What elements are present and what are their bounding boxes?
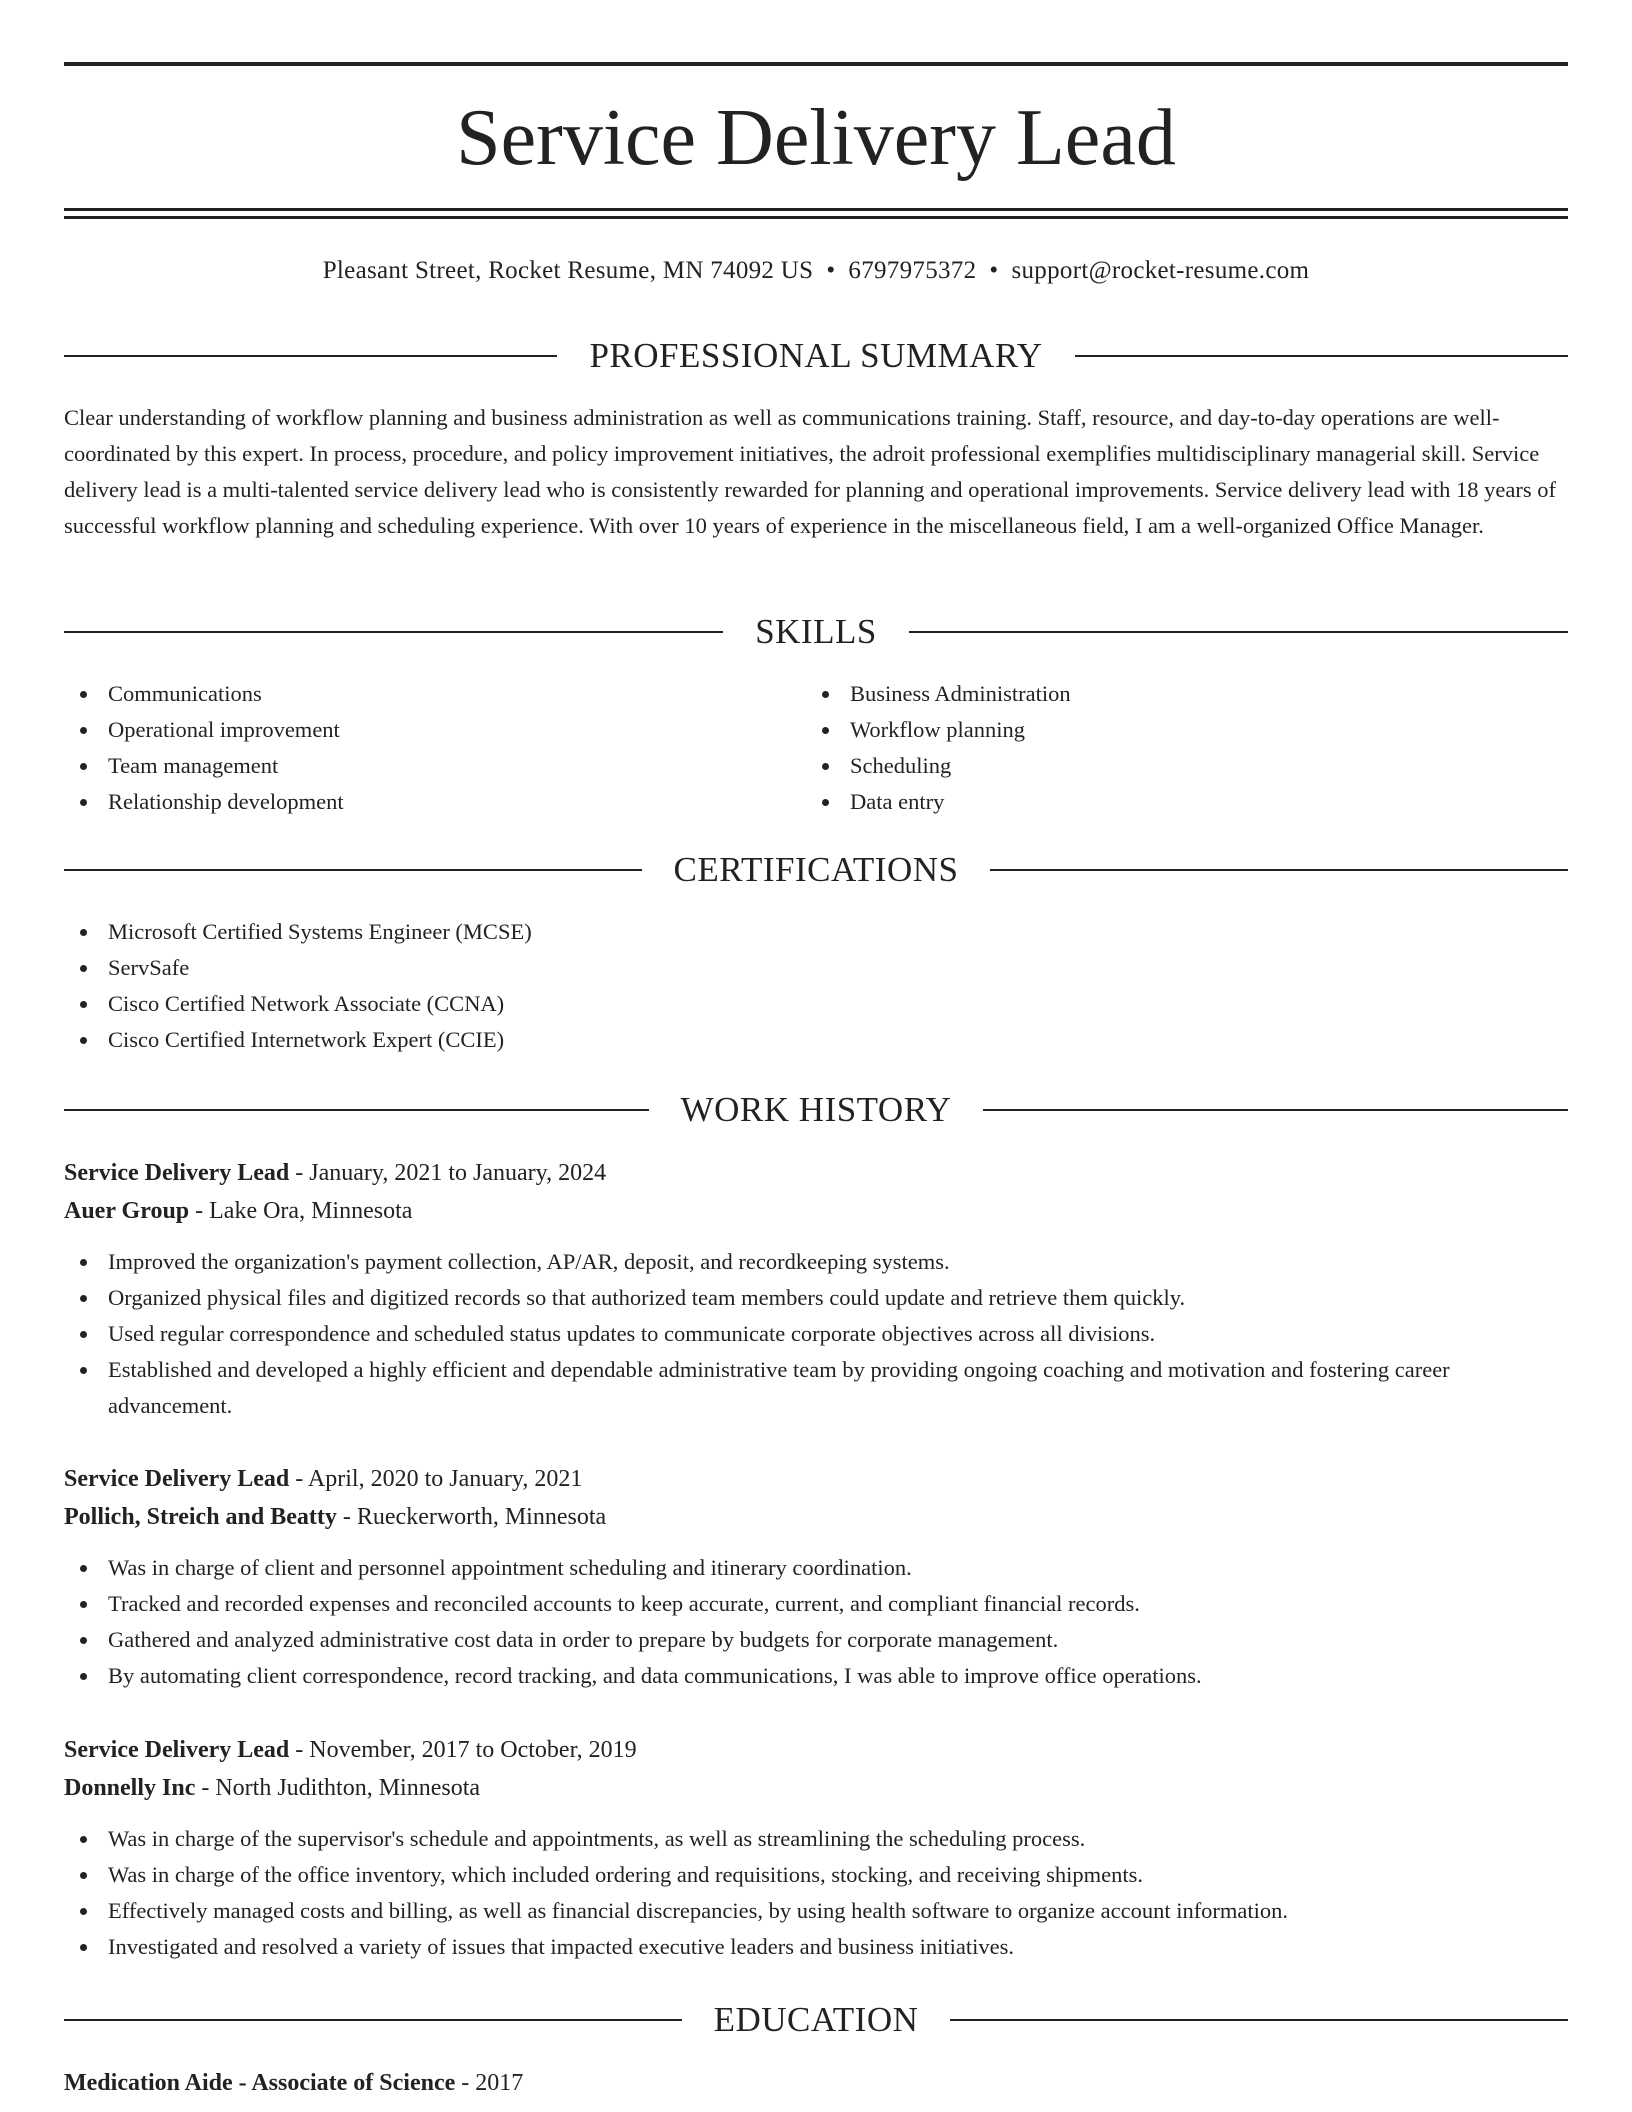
job-bullet: Improved the organization's payment collection, AP/AR, deposit, and recordkeeping systems. [64, 1244, 1568, 1280]
job-bullet: Established and developed a highly efficient and dependable administrative team by providing ongoing coaching and motivation and fostering career advancement. [64, 1352, 1568, 1424]
job-bullet: Was in charge of the supervisor's schedule and appointments, as well as streamlining the scheduling process. [64, 1821, 1568, 1857]
section-title: SKILLS [755, 612, 877, 651]
section-rule [64, 2019, 682, 2021]
job-location: - North Judithton, Minnesota [195, 1775, 481, 1801]
section-title: CERTIFICATIONS [673, 850, 959, 889]
section-rule [64, 869, 642, 871]
section-header-education [64, 1998, 1568, 2042]
job-title: Service Delivery Lead [64, 1737, 290, 1763]
certification-item: Cisco Certified Network Associate (CCNA) [64, 986, 1568, 1022]
section-rule [909, 631, 1568, 633]
job-entry [64, 1731, 1568, 1965]
skills-column-right [806, 676, 1546, 820]
skill-item: Operational improvement [64, 712, 804, 748]
job-bullet: Was in charge of the office inventory, which included ordering and requisitions, stocking, and receiving shipments. [64, 1857, 1568, 1893]
job-location: - Rueckerworth, Minnesota [336, 1504, 607, 1530]
job-bullet: Gathered and analyzed administrative cost data in order to prepare by budgets for corporate management. [64, 1622, 1568, 1658]
job-company: Pollich, Streich and Beatty [64, 1504, 337, 1530]
contact-address: Pleasant Street, Rocket Resume, MN 74092 US [322, 257, 814, 284]
contact-email[interactable]: support@rocket-resume.com [1011, 257, 1310, 284]
section-rule [1075, 355, 1568, 357]
section-rule [64, 355, 557, 357]
job-title-line [64, 1460, 1568, 1498]
job-bullets [64, 1550, 1568, 1694]
section-rule [990, 869, 1568, 871]
contact-line [64, 255, 1568, 287]
skill-item: Team management [64, 748, 804, 784]
section-rule [950, 2019, 1568, 2021]
section-header-skills [64, 610, 1568, 654]
job-bullet: Was in charge of client and personnel appointment scheduling and itinerary coordination. [64, 1550, 1568, 1586]
section-title: PROFESSIONAL SUMMARY [589, 336, 1043, 375]
certification-item: Microsoft Certified Systems Engineer (MCSE) [64, 914, 1568, 950]
skill-item: Workflow planning [806, 712, 1546, 748]
skills-column-left [64, 676, 804, 820]
section-rule [983, 1109, 1568, 1111]
certifications-list [64, 914, 1568, 1058]
job-bullets [64, 1821, 1568, 1965]
header-double-rule-upper [64, 208, 1568, 211]
job-company-line [64, 1498, 1568, 1536]
section-title: EDUCATION [713, 2000, 919, 2039]
job-bullet: Used regular correspondence and scheduled status updates to communicate corporate objectives across all divisions. [64, 1316, 1568, 1352]
job-bullet: Investigated and resolved a variety of issues that impacted executive leaders and business initiatives. [64, 1929, 1568, 1965]
job-dates: - April, 2020 to January, 2021 [289, 1466, 583, 1492]
job-bullet: Effectively managed costs and billing, as well as financial discrepancies, by using health software to organize account information. [64, 1893, 1568, 1929]
skill-item: Business Administration [806, 676, 1546, 712]
job-bullet: Organized physical files and digitized records so that authorized team members could update and retrieve them quickly. [64, 1280, 1568, 1316]
job-bullet: By automating client correspondence, record tracking, and data communications, I was able to improve office operations. [64, 1658, 1568, 1694]
certification-item: Cisco Certified Internetwork Expert (CCIE) [64, 1022, 1568, 1058]
skill-item: Scheduling [806, 748, 1546, 784]
certification-item: ServSafe [64, 950, 1568, 986]
job-company: Auer Group [64, 1198, 190, 1224]
contact-separator: • [989, 257, 999, 284]
summary-text: Clear understanding of workflow planning and business administration as well as communications training. Staff, resource, and day-to-day operations are well-coordinated by this expert. In process, procedure, and policy improvement initiatives, the adroit professional exemplifies multidisciplinary managerial skill. Service delivery lead is a multi-talented service delivery lead who is consistently rewarded for planning and operational improvements. Service delivery lead with 18 years of successful workflow planning and scheduling experience. With over 10 years of experience in the miscellaneous field, I am a well-organized Office Manager. [64, 405, 1557, 538]
skill-item: Data entry [806, 784, 1546, 820]
job-title-line [64, 1731, 1568, 1769]
section-header-work-history [64, 1088, 1568, 1132]
education-degree: Medication Aide - Associate of Science [64, 2070, 456, 2096]
section-title: WORK HISTORY [680, 1090, 952, 1129]
section-rule [64, 1109, 649, 1111]
job-company-line [64, 1769, 1568, 1807]
section-header-certifications [64, 848, 1568, 892]
section-rule [64, 631, 723, 633]
job-entry [64, 1154, 1568, 1424]
job-title: Service Delivery Lead [64, 1466, 290, 1492]
education-entry [64, 2064, 1568, 2102]
job-dates: - January, 2021 to January, 2024 [289, 1160, 607, 1186]
education-year: - 2017 [455, 2070, 524, 2096]
skill-item: Communications [64, 676, 804, 712]
job-title-line [64, 1154, 1568, 1192]
section-header-summary [64, 334, 1568, 378]
contact-separator: • [826, 257, 836, 284]
skill-item: Relationship development [64, 784, 804, 820]
job-bullet: Tracked and recorded expenses and reconciled accounts to keep accurate, current, and compliant financial records. [64, 1586, 1568, 1622]
job-dates: - November, 2017 to October, 2019 [289, 1737, 637, 1763]
contact-phone: 6797975372 [848, 257, 977, 284]
job-company-line [64, 1192, 1568, 1230]
job-company: Donnelly Inc [64, 1775, 196, 1801]
job-entry [64, 1460, 1568, 1694]
job-bullets [64, 1244, 1568, 1424]
header-double-rule-lower [64, 216, 1568, 219]
header-top-rule [64, 62, 1568, 66]
candidate-name: Service Delivery Lead [456, 94, 1176, 182]
job-location: - Lake Ora, Minnesota [189, 1198, 413, 1224]
job-title: Service Delivery Lead [64, 1160, 290, 1186]
